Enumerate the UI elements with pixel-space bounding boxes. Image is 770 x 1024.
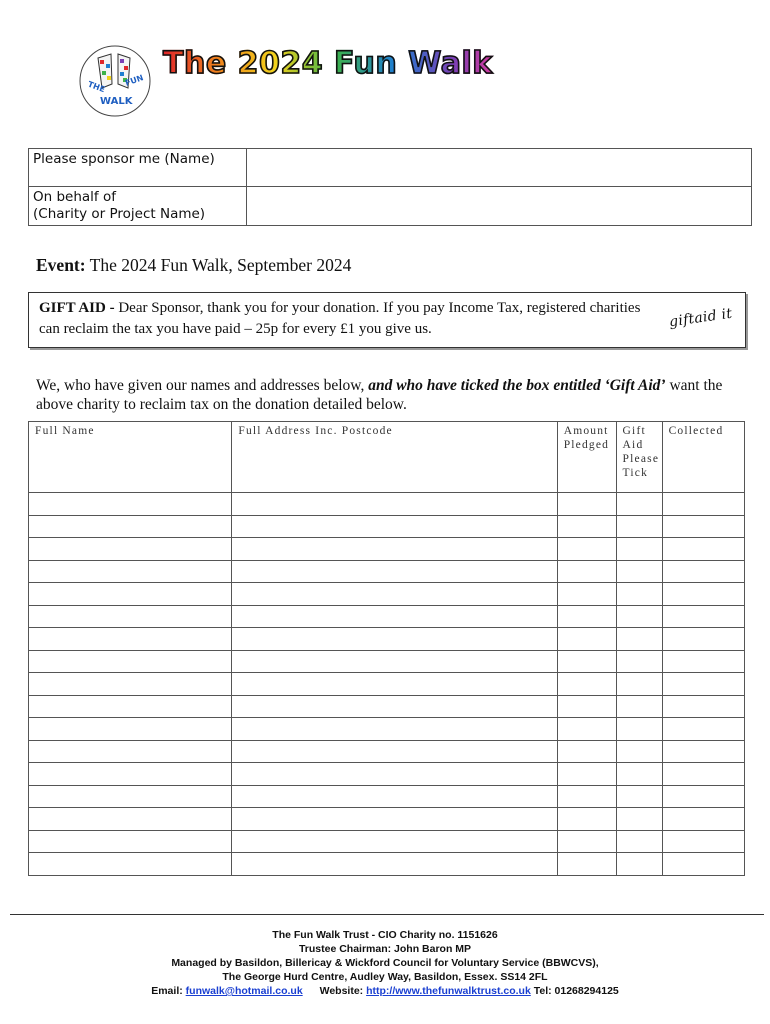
amount-cell[interactable]	[557, 673, 616, 696]
header-full-address: Full Address Inc. Postcode	[232, 422, 557, 493]
gift-aid-tick-cell[interactable]	[616, 673, 662, 696]
address-cell[interactable]	[232, 583, 557, 606]
behalf-field[interactable]	[247, 187, 752, 226]
amount-cell[interactable]	[557, 605, 616, 628]
amount-cell[interactable]	[557, 650, 616, 673]
name-cell[interactable]	[29, 515, 232, 538]
footer-address-line: The George Hurd Centre, Audley Way, Basildon, Essex. SS14 2FL	[222, 971, 548, 983]
collected-cell[interactable]	[662, 538, 744, 561]
collected-cell[interactable]	[662, 628, 744, 651]
collected-cell[interactable]	[662, 673, 744, 696]
name-cell[interactable]	[29, 538, 232, 561]
name-cell[interactable]	[29, 628, 232, 651]
gift-aid-tick-cell[interactable]	[616, 785, 662, 808]
table-row	[29, 560, 745, 583]
amount-cell[interactable]	[557, 538, 616, 561]
gift-aid-text: Dear Sponsor, thank you for your donation. If you pay Income Tax, registered charities can reclaim the tax you have paid – 25p for every £1 you give us.	[39, 300, 641, 337]
address-cell[interactable]	[232, 538, 557, 561]
amount-cell[interactable]	[557, 808, 616, 831]
amount-cell[interactable]	[557, 628, 616, 651]
table-row	[29, 853, 745, 876]
table-row	[29, 695, 745, 718]
footer	[0, 928, 770, 998]
amount-cell[interactable]	[557, 718, 616, 741]
amount-cell[interactable]	[557, 515, 616, 538]
name-cell[interactable]	[29, 808, 232, 831]
amount-cell[interactable]	[557, 785, 616, 808]
name-cell[interactable]	[29, 560, 232, 583]
behalf-row	[29, 187, 752, 226]
name-cell[interactable]	[29, 583, 232, 606]
collected-cell[interactable]	[662, 650, 744, 673]
page-title: The 2024 Fun Walk	[163, 44, 493, 84]
gift-aid-tick-cell[interactable]	[616, 650, 662, 673]
logo-word-fun: FUN	[123, 73, 145, 88]
event-label: Event:	[36, 255, 86, 275]
amount-cell[interactable]	[557, 830, 616, 853]
footer-website-link[interactable]: http://www.thefunwalktrust.co.uk	[366, 985, 531, 997]
gift-aid-tick-cell[interactable]	[616, 583, 662, 606]
collected-cell[interactable]	[662, 853, 744, 876]
table-row	[29, 650, 745, 673]
gift-aid-box	[28, 292, 746, 348]
header-collected: Collected	[662, 422, 744, 493]
name-cell[interactable]	[29, 650, 232, 673]
amount-cell[interactable]	[557, 583, 616, 606]
logo-word-the: THE	[86, 79, 107, 95]
footer-chairman-line: Trustee Chairman: John Baron MP	[298, 943, 472, 955]
header-gift-aid: Gift Aid Please Tick	[616, 422, 662, 493]
address-cell[interactable]	[232, 718, 557, 741]
table-row	[29, 515, 745, 538]
sponsor-name-label-cell	[29, 149, 247, 187]
behalf-label-line2: (Charity or Project Name)	[33, 206, 206, 222]
collected-cell[interactable]	[662, 785, 744, 808]
table-row	[29, 583, 745, 606]
name-cell[interactable]	[29, 763, 232, 786]
declaration-intro: We, who have given our names and addresses below,	[36, 377, 369, 394]
table-row	[29, 763, 745, 786]
table-row	[29, 808, 745, 831]
sponsors-table-body	[29, 493, 745, 876]
table-row	[29, 830, 745, 853]
collected-cell[interactable]	[662, 808, 744, 831]
table-row	[29, 718, 745, 741]
gift-aid-heading: GIFT AID -	[39, 300, 115, 316]
declaration-outro: want the above charity to reclaim tax on the donation detailed below.	[36, 377, 723, 413]
collected-cell[interactable]	[662, 560, 744, 583]
header-full-name: Full Name	[29, 422, 232, 493]
gift-aid-tick-cell[interactable]	[616, 695, 662, 718]
address-cell[interactable]	[232, 650, 557, 673]
address-cell[interactable]	[232, 515, 557, 538]
table-header-row	[29, 422, 745, 493]
declaration-text	[36, 376, 746, 414]
footer-email-label: Email:	[151, 985, 183, 997]
collected-cell[interactable]	[662, 493, 744, 516]
collected-cell[interactable]	[662, 515, 744, 538]
gift-aid-tick-cell[interactable]	[616, 740, 662, 763]
table-row	[29, 605, 745, 628]
collected-cell[interactable]	[662, 583, 744, 606]
address-cell[interactable]	[232, 808, 557, 831]
gift-aid-tick-cell[interactable]	[616, 605, 662, 628]
table-row	[29, 740, 745, 763]
sponsor-name-label: Please sponsor me (Name)	[33, 151, 215, 167]
gift-aid-tick-cell[interactable]	[616, 628, 662, 651]
table-row	[29, 785, 745, 808]
sponsor-details-box	[28, 148, 752, 226]
amount-cell[interactable]	[557, 853, 616, 876]
name-cell[interactable]	[29, 830, 232, 853]
declaration-emphasis: and who have ticked the box entitled ‘Gift Aid’	[368, 377, 666, 394]
gift-aid-tick-cell[interactable]	[616, 538, 662, 561]
footer-email-link[interactable]: funwalk@hotmail.co.uk	[185, 985, 303, 997]
address-cell[interactable]	[232, 853, 557, 876]
table-row	[29, 673, 745, 696]
collected-cell[interactable]	[662, 830, 744, 853]
name-cell[interactable]	[29, 493, 232, 516]
gift-aid-text-block	[39, 298, 659, 340]
behalf-label-cell	[29, 187, 247, 226]
sponsors-table	[28, 421, 745, 876]
name-cell[interactable]	[29, 853, 232, 876]
name-cell[interactable]	[29, 785, 232, 808]
fun-walk-logo	[78, 44, 152, 118]
sponsor-name-row	[29, 149, 752, 187]
address-cell[interactable]	[232, 628, 557, 651]
table-row	[29, 628, 745, 651]
logo-word-walk: WALK	[100, 96, 133, 107]
name-cell[interactable]	[29, 673, 232, 696]
address-cell[interactable]	[232, 560, 557, 583]
address-cell[interactable]	[232, 695, 557, 718]
collected-cell[interactable]	[662, 740, 744, 763]
header-amount-pledged: Amount Pledged	[557, 422, 616, 493]
amount-cell[interactable]	[557, 560, 616, 583]
address-cell[interactable]	[232, 673, 557, 696]
footer-charity-line: The Fun Walk Trust - CIO Charity no. 1151626	[272, 929, 498, 941]
amount-cell[interactable]	[557, 695, 616, 718]
name-cell[interactable]	[29, 695, 232, 718]
gift-aid-tick-cell[interactable]	[616, 853, 662, 876]
address-cell[interactable]	[232, 785, 557, 808]
collected-cell[interactable]	[662, 718, 744, 741]
gift-aid-tick-cell[interactable]	[616, 763, 662, 786]
table-row	[29, 538, 745, 561]
gift-aid-tick-cell[interactable]	[616, 493, 662, 516]
name-cell[interactable]	[29, 605, 232, 628]
collected-cell[interactable]	[662, 605, 744, 628]
amount-cell[interactable]	[557, 763, 616, 786]
address-cell[interactable]	[232, 740, 557, 763]
address-cell[interactable]	[232, 763, 557, 786]
behalf-label-line1: On behalf of	[33, 189, 116, 205]
amount-cell[interactable]	[557, 493, 616, 516]
gift-aid-tick-cell[interactable]	[616, 718, 662, 741]
footer-managed-line: Managed by Basildon, Billericay & Wickford Council for Voluntary Service (BBWCVS),	[171, 957, 599, 969]
collected-cell[interactable]	[662, 763, 744, 786]
address-cell[interactable]	[232, 493, 557, 516]
sponsor-name-field[interactable]	[247, 149, 752, 187]
address-cell[interactable]	[232, 830, 557, 853]
footer-tel: Tel: 01268294125	[533, 985, 619, 997]
footer-website-label: Website:	[319, 985, 364, 997]
collected-cell[interactable]	[662, 695, 744, 718]
table-row	[29, 493, 745, 516]
address-cell[interactable]	[232, 605, 557, 628]
event-line	[36, 255, 351, 276]
gift-aid-tick-cell[interactable]	[616, 560, 662, 583]
amount-cell[interactable]	[557, 740, 616, 763]
gift-aid-tick-cell[interactable]	[616, 808, 662, 831]
event-text: The 2024 Fun Walk, September 2024	[85, 255, 352, 275]
gift-aid-tick-cell[interactable]	[616, 830, 662, 853]
name-cell[interactable]	[29, 740, 232, 763]
footer-contact-line	[0, 984, 770, 998]
footer-divider	[10, 914, 764, 915]
giftaid-it-logo: giftaid it	[668, 305, 734, 331]
gift-aid-tick-cell[interactable]	[616, 515, 662, 538]
name-cell[interactable]	[29, 718, 232, 741]
